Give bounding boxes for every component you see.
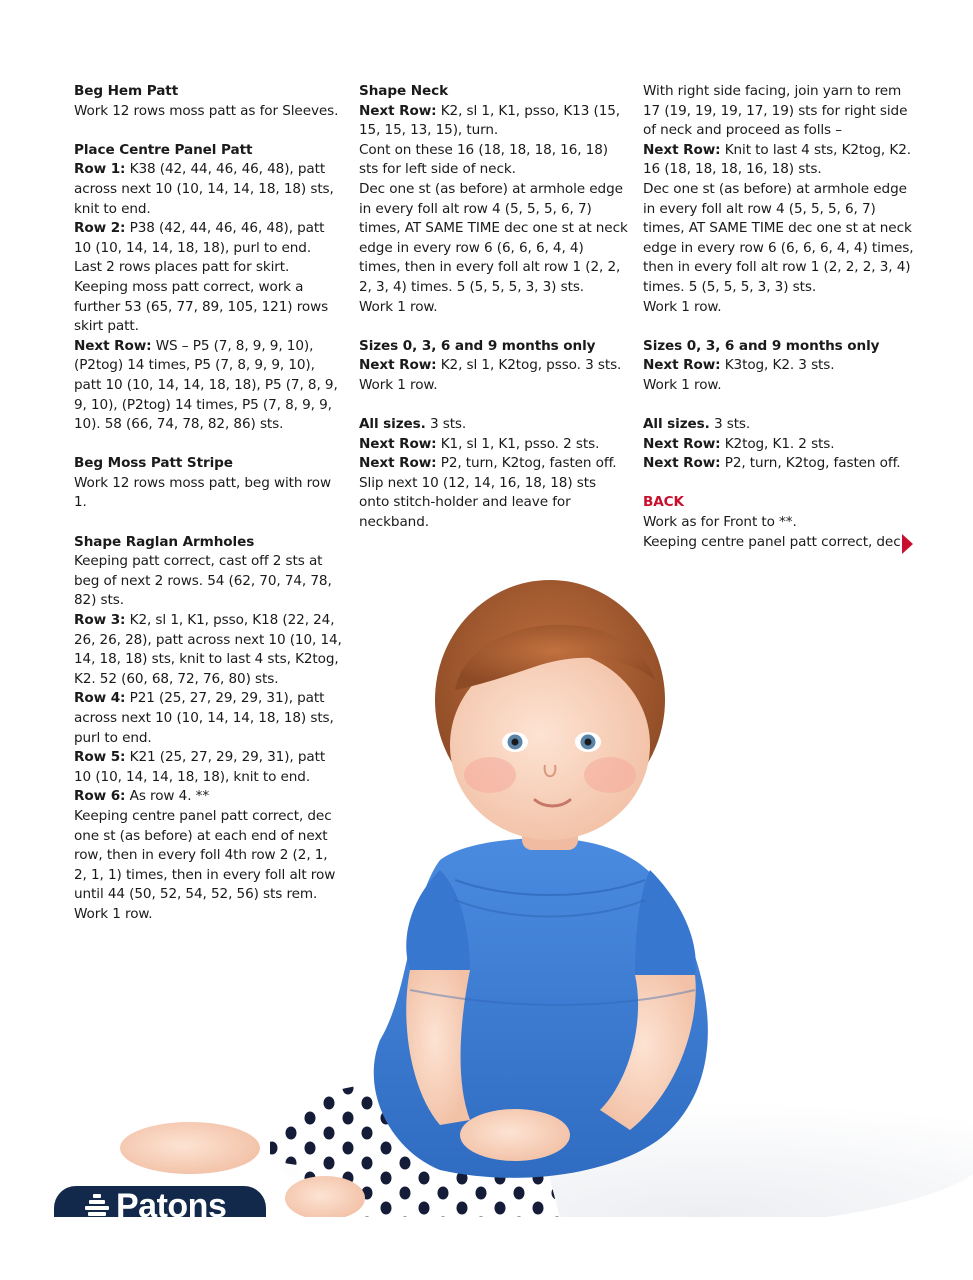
neck-section <box>359 82 629 317</box>
row-label: Next Row: <box>359 357 437 374</box>
paragraph: Work 1 row. <box>643 298 722 315</box>
paragraph: Last 2 rows places patt for skirt. <box>74 259 290 276</box>
instruction-row <box>643 141 918 180</box>
instruction-row <box>643 415 918 435</box>
paragraph: Cont on these 16 (18, 18, 18, 16, 18) sts for left side of neck. <box>359 141 608 178</box>
paragraph: Work 1 row. <box>643 376 722 393</box>
row-text: K2, sl 1, K2tog, psso. 3 sts. <box>436 357 622 374</box>
row-label: Next Row: <box>643 141 721 158</box>
row-label: Next Row: <box>359 102 437 119</box>
row-text: As row 4. ** <box>125 788 210 805</box>
centre-panel-section <box>74 141 344 435</box>
instruction-row <box>643 435 918 455</box>
row-label: All sizes. <box>359 416 426 433</box>
row-text: K38 (42, 44, 46, 46, 48), patt across next 10 (10, 14, 14, 18, 18) sts, knit to end. <box>74 161 334 217</box>
paragraph: Work 12 rows moss patt, beg with row 1. <box>74 474 332 511</box>
row-text: K1, sl 1, K1, psso. 2 sts. <box>436 435 600 452</box>
row-label: Next Row: <box>359 455 437 472</box>
row-text: 3 sts. <box>709 416 751 433</box>
paragraph: Keeping centre panel patt correct, dec <box>643 533 901 550</box>
row-label: Row 6: <box>74 788 126 805</box>
pattern-column-2 <box>359 82 629 552</box>
row-text: P2, turn, K2tog, fasten off. <box>720 455 901 472</box>
paragraph: Dec one st (as before) at armhole edge in every foll alt row 4 (5, 5, 5, 6, 7) times, AT SAME TIME dec one st at neck edge in every row 6 (6, 6, 6, 4, 4) times, then in every foll alt row 1 (2, 2, 2, 3, 4) times. 5 (5, 5, 5, 3, 3) sts. <box>359 180 628 295</box>
paragraph: Keeping patt correct, cast off 2 sts at beg of next 2 rows. 54 (62, 70, 74, 78, 82) sts. <box>74 553 332 609</box>
section-heading: Beg Hem Patt <box>74 83 179 99</box>
baby-photo <box>110 570 973 1218</box>
instruction-row <box>643 454 918 474</box>
section-heading: Shape Neck <box>359 83 449 99</box>
paragraph: Work as for Front to **. <box>643 514 797 531</box>
instruction-row <box>643 356 918 376</box>
section-heading: Beg Moss Patt Stripe <box>74 455 233 472</box>
instruction-row <box>359 415 629 435</box>
instruction-row <box>359 435 629 455</box>
logo-text: Patons <box>116 1187 227 1217</box>
instruction-row <box>74 160 344 219</box>
yarn-stack-icon <box>84 1194 110 1217</box>
paragraph: Work 1 row. <box>74 905 153 922</box>
back-section <box>643 493 918 552</box>
row-text: WS – P5 (7, 8, 9, 9, 10), (P2tog) 14 times, P5 (7, 8, 9, 9, 10), patt 10 (10, 14, 14, 18, 18), P5 (7, 8, 9, 9, 10), (P2tog) 14 times, P5 (7, 8, 9, 9, 10). 58 (66, 74, 78, 82, 86) sts. <box>74 337 338 433</box>
baby-illustration <box>110 570 973 1218</box>
paragraph: Dec one st (as before) at armhole edge in every foll alt row 4 (5, 5, 5, 6, 7) times, AT SAME TIME dec one st at neck edge in every row 6 (6, 6, 6, 4, 4) times, then in every foll alt row 1 (2, 2, 2, 3, 4) times. 5 (5, 5, 5, 3, 3) sts. <box>643 180 914 295</box>
section-heading-back: BACK <box>643 494 684 511</box>
section-heading: Shape Raglan Armholes <box>74 533 255 550</box>
patons-logo <box>54 1186 266 1217</box>
instruction-row <box>359 102 629 141</box>
continue-arrow-icon <box>902 534 913 554</box>
row-text: K21 (25, 27, 29, 29, 31), patt 10 (10, 14, 14, 18, 18), knit to end. <box>74 749 326 785</box>
row-label: Row 2: <box>74 220 126 237</box>
row-text: P38 (42, 44, 46, 46, 48), patt 10 (10, 14, 14, 18, 18), purl to end. <box>74 220 325 256</box>
row-text: 3 sts. <box>425 416 467 433</box>
row-text: K2, sl 1, K1, psso, K18 (22, 24, 26, 26, 28), patt across next 10 (10, 14, 14, 18, 18) sts, knit to last 4 sts, K2tog, K2. 52 (60, 68, 72, 76, 80) sts. <box>74 612 342 687</box>
row-label: Row 5: <box>74 749 126 766</box>
section-heading: Place Centre Panel Patt <box>74 141 253 158</box>
all-sizes-section <box>643 415 918 474</box>
row-label: Next Row: <box>643 435 721 452</box>
row-text: P2, turn, K2tog, fasten off. <box>436 455 617 472</box>
row-label: Next Row: <box>74 337 152 354</box>
row-label: Next Row: <box>359 435 437 452</box>
row-text: K3tog, K2. 3 sts. <box>720 357 835 374</box>
row-label: Row 4: <box>74 690 126 707</box>
all-sizes-section <box>359 415 629 533</box>
page-bottom-margin <box>0 1217 973 1280</box>
paragraph: With right side facing, join yarn to rem 17 (19, 19, 19, 17, 19) sts for right side of neck and proceed as folls – <box>643 83 908 139</box>
row-label: Next Row: <box>643 455 721 472</box>
paragraph: Keeping centre panel patt correct, dec one st (as before) at each end of next row, then in every foll 4th row 2 (2, 1, 2, 1, 1) times, then in every foll alt row until 44 (50, 52, 54, 52, 56) sts rem. <box>74 807 336 903</box>
row-label: Row 3: <box>74 612 126 629</box>
section-heading: Sizes 0, 3, 6 and 9 months only <box>359 337 596 354</box>
row-label: All sizes. <box>643 416 710 433</box>
instruction-row <box>74 337 344 435</box>
paragraph: Keeping moss patt correct, work a further 53 (65, 77, 89, 105, 121) rows skirt patt. <box>74 278 329 335</box>
row-text: Knit to last 4 sts, K2tog, K2. 16 (18, 18, 18, 16, 18) sts. <box>643 141 911 178</box>
row-label: Row 1: <box>74 161 126 178</box>
paragraph: Slip next 10 (12, 14, 16, 18, 18) sts onto stitch-holder and leave for neckband. <box>359 474 596 531</box>
paragraph: Work 12 rows moss patt as for Sleeves. <box>74 102 339 119</box>
instruction-row <box>359 454 629 474</box>
pattern-column-3 <box>643 82 918 572</box>
sizes-section <box>359 337 629 396</box>
hem-section <box>74 82 344 121</box>
right-neck-section <box>643 82 918 317</box>
instruction-row <box>359 356 629 376</box>
section-heading: Sizes 0, 3, 6 and 9 months only <box>643 337 880 354</box>
instruction-row <box>74 219 344 258</box>
row-text: P21 (25, 27, 29, 29, 31), patt across next 10 (10, 14, 14, 18, 18) sts, purl to end. <box>74 690 334 746</box>
row-text: K2tog, K1. 2 sts. <box>720 435 835 452</box>
paragraph: Work 1 row. <box>359 298 438 315</box>
row-label: Next Row: <box>643 357 721 374</box>
row-text: K2, sl 1, K1, psso, K13 (15, 15, 15, 13, 15), turn. <box>359 102 621 139</box>
stripe-section <box>74 454 344 513</box>
paragraph: Work 1 row. <box>359 376 438 393</box>
sizes-section <box>643 337 918 396</box>
